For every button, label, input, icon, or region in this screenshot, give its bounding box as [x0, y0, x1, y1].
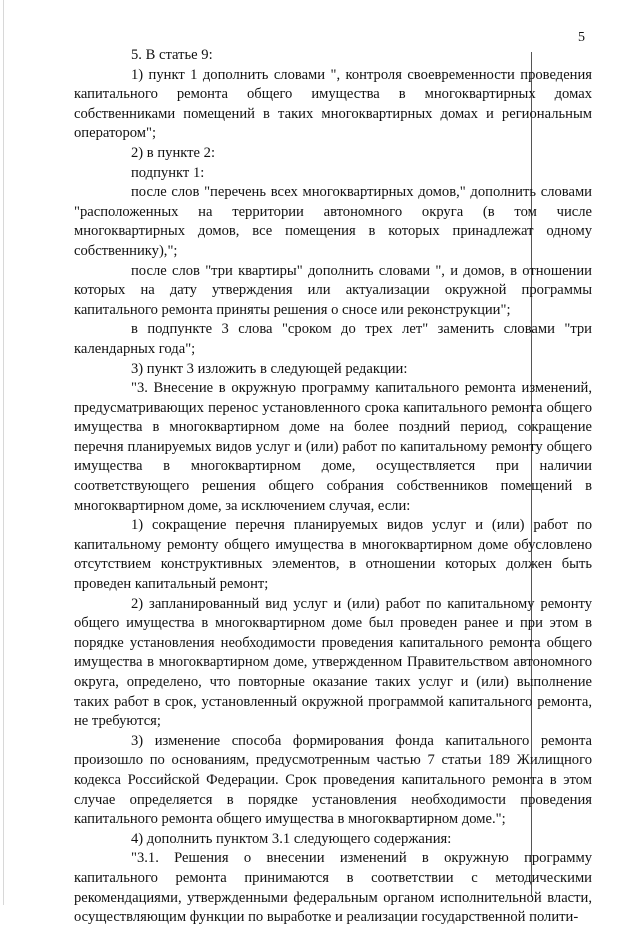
scan-edge: [3, 0, 4, 905]
paragraph: 1) сокращение перечня планируемых видов услуг и (или) работ по капитальному ремонту общего имущества в многоквартирном доме обусловлено отсутствием конструктивных элементов, в отношении которых должен быть проведен капитальный ремонт;: [74, 517, 592, 593]
document-body: [74, 46, 592, 928]
paragraph: в подпункте 3 слова "сроком до трех лет" заменить словами "три календарных года";: [74, 321, 592, 357]
paragraph: 1) пункт 1 дополнить словами ", контроля своевременности проведения капитального ремонта общего имущества в многоквартирных домах собственниками помещений в таких многоквартирных домах и региональным оператором";: [74, 66, 592, 142]
article-heading: 5. В статье 9:: [131, 47, 213, 63]
paragraph: 2) в пункте 2:: [131, 144, 216, 161]
paragraph: подпункт 1:: [131, 164, 205, 181]
paragraph: "3.1. Решения о внесении изменений в окружную программу капитального ремонта принимаются в соответствии с методическими рекомендациями, утвержденными федеральным органом исполнительной власти, осуществляющим функции по выработке и реализации государственной полити-: [74, 850, 592, 926]
page-number: 5: [578, 30, 585, 45]
paragraph: 3) пункт 3 изложить в следующей редакции:: [131, 360, 408, 377]
paragraph: "3. Внесение в окружную программу капитального ремонта изменений, предусматривающих перенос установленного срока капитального ремонта общего имущества в многоквартирном доме на более поздний период, сокращение перечня планируемых видов услуг и (или) работ по капитальному ремонту общего имущества в многоквартирном доме, осуществляется при наличии соответствующего решения общего собрания собственников помещений в многоквартирном доме, за исключением случая, если:: [74, 380, 592, 514]
paragraph: 2) запланированный вид услуг и (или) работ по капитальному ремонту общего имущества в многоквартирном доме был проведен ранее и при этом в порядке установления необходимости проведения капитального ремонта общего имущества в многоквартирном доме, утвержденном Правительством автономного округа, определено, что повторные оказание таких услуг и (или) выполнение таких работ в срок, установленный окружной программой капитального ремонта, не требуются;: [74, 595, 592, 730]
paragraph: 3) изменение способа формирования фонда капитального ремонта произошло по основаниям, предусмотренным частью 7 статьи 189 Жилищного кодекса Российской Федерации. Срок проведения капитального ремонта в этом случае определяется в порядке установления необходимости проведения капитального ремонта общего имущества в многоквартирном доме.";: [74, 732, 592, 828]
paragraph: после слов "перечень всех многоквартирных домов," дополнить словами "расположенных на территории автономного округа (в том числе многоквартирных домов, все помещения в которых принадлежат одному собственнику),";: [74, 184, 592, 259]
paragraph: 4) дополнить пунктом 3.1 следующего содержания:: [131, 830, 452, 847]
paragraph: после слов "три квартиры" дополнить словами ", и домов, в отношении которых на дату утверждения или актуализации окружной программы капитального ремонта приняты решения о сносе или реконструкции";: [74, 262, 592, 318]
